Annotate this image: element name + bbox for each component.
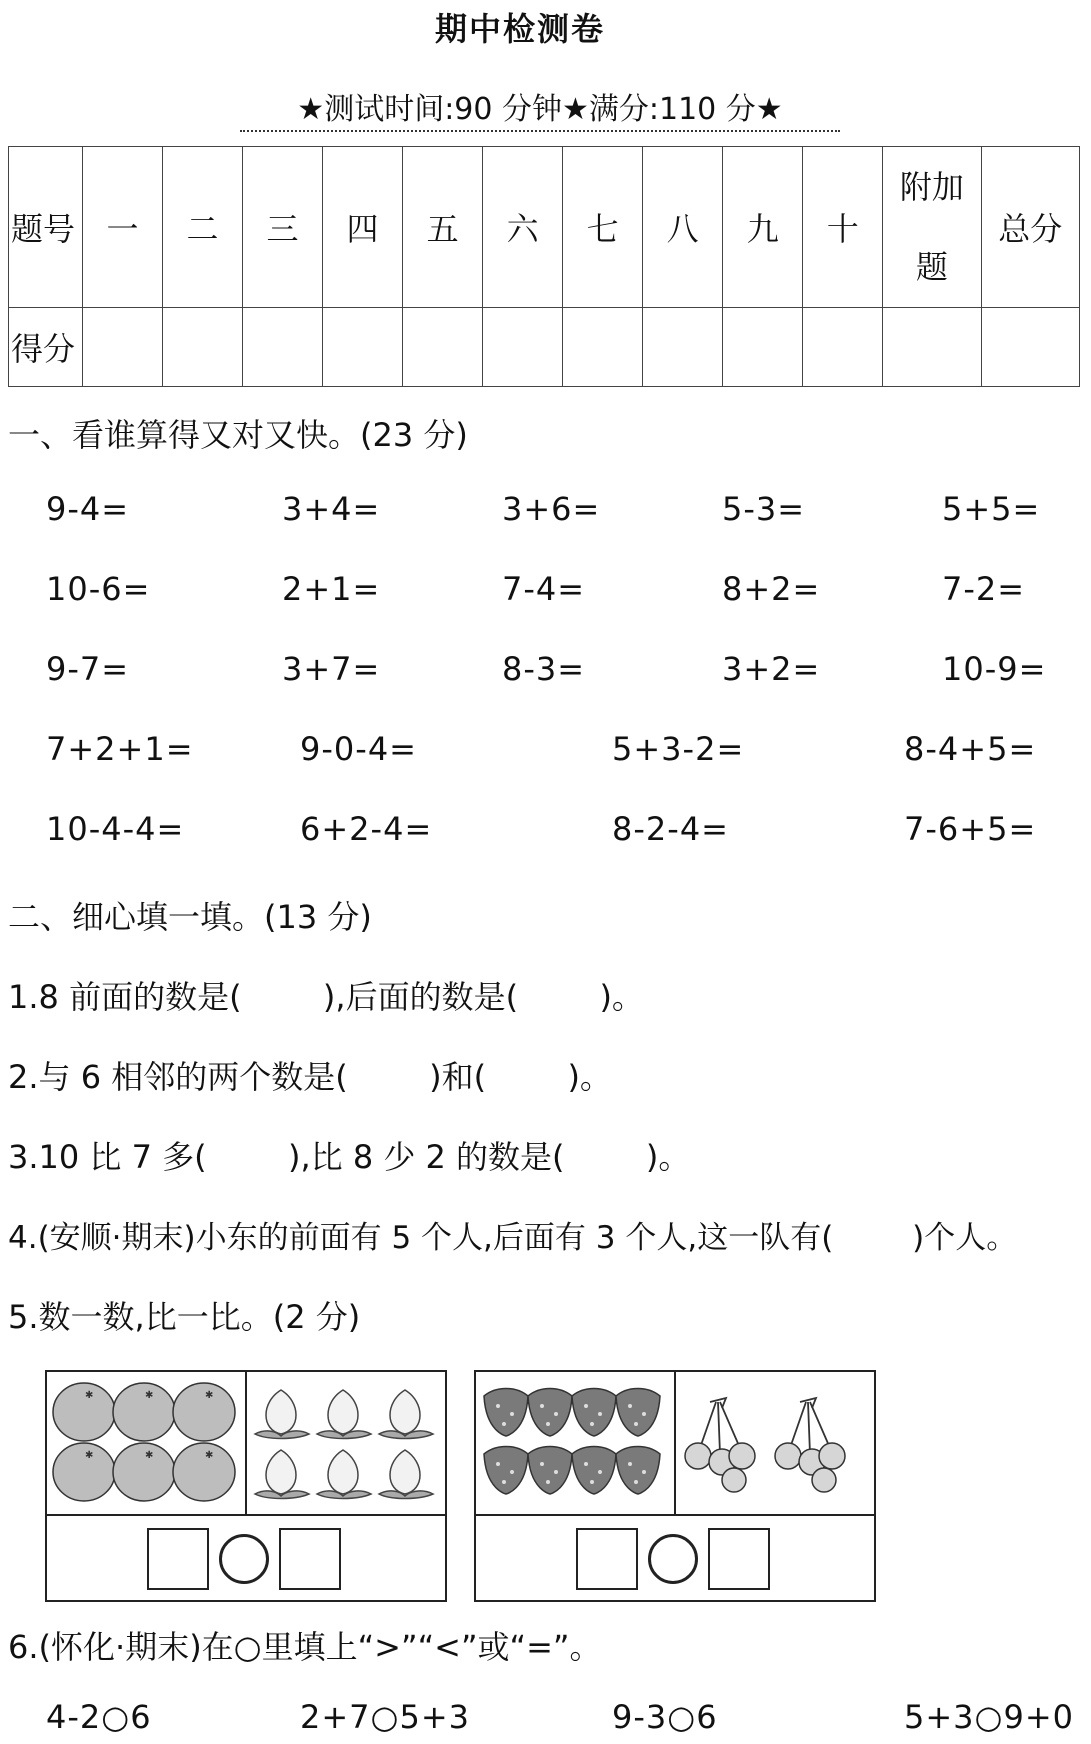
calc-item: 10-9= bbox=[942, 650, 1047, 688]
compare-circle[interactable] bbox=[648, 1534, 698, 1584]
calc-item: 3+6= bbox=[502, 490, 601, 528]
calc-item: 8-3= bbox=[502, 650, 586, 688]
question-4: 4.(安顺·期末)小东的前面有 5 个人,后面有 3 个人,这一队有( )个人。 bbox=[8, 1220, 1018, 1256]
row-label-score: 得分 bbox=[9, 308, 83, 387]
calc-item: 10-4-4= bbox=[46, 810, 185, 848]
answer-area bbox=[476, 1516, 874, 1602]
score-cell[interactable] bbox=[82, 308, 162, 387]
calc-row bbox=[0, 810, 1091, 854]
column-7: 七 bbox=[563, 147, 643, 308]
calc-item: 9-4= bbox=[46, 490, 130, 528]
calc-item: 5+3-2= bbox=[612, 730, 745, 768]
calc-item: 9-0-4= bbox=[300, 730, 417, 768]
strawberries-panel bbox=[476, 1372, 676, 1516]
compare-item: 5+3○9+0 bbox=[904, 1698, 1074, 1736]
column-10: 十 bbox=[803, 147, 883, 308]
score-table bbox=[8, 146, 1080, 387]
page-title: 期中检测卷 bbox=[434, 10, 605, 48]
calc-item: 7-4= bbox=[502, 570, 586, 608]
compare-item: 9-3○6 bbox=[612, 1698, 718, 1736]
score-cell[interactable] bbox=[883, 308, 981, 387]
column-6: 六 bbox=[483, 147, 563, 308]
score-table-score-row bbox=[9, 308, 1080, 387]
calc-item: 8-2-4= bbox=[612, 810, 729, 848]
calc-item: 7-6+5= bbox=[904, 810, 1037, 848]
calc-item: 5+5= bbox=[942, 490, 1041, 528]
question-3: 3.10 比 7 多( ),比 8 少 2 的数是( )。 bbox=[8, 1138, 691, 1176]
calc-item: 9-7= bbox=[46, 650, 130, 688]
column-9: 九 bbox=[723, 147, 803, 308]
calc-item: 3+4= bbox=[282, 490, 381, 528]
column-bonus bbox=[883, 147, 981, 308]
score-cell[interactable] bbox=[643, 308, 723, 387]
section-2-title: 二、细心填一填。(13 分) bbox=[8, 898, 372, 936]
row-label-question-number: 题号 bbox=[9, 147, 83, 308]
compare-row bbox=[0, 1698, 1091, 1742]
answer-box[interactable] bbox=[279, 1528, 341, 1590]
score-cell[interactable] bbox=[403, 308, 483, 387]
svg-text:✱: ✱ bbox=[205, 1390, 214, 1401]
peaches-panel bbox=[247, 1372, 445, 1516]
score-cell[interactable] bbox=[323, 308, 403, 387]
answer-area bbox=[47, 1516, 445, 1602]
compare-box-1 bbox=[45, 1370, 447, 1602]
score-cell[interactable] bbox=[162, 308, 242, 387]
compare-circle[interactable] bbox=[219, 1534, 269, 1584]
tomato-icon bbox=[47, 1372, 243, 1512]
answer-box[interactable] bbox=[147, 1528, 209, 1590]
bonus-label-top: 附加 bbox=[899, 168, 964, 206]
calc-item: 8+2= bbox=[722, 570, 821, 608]
svg-text:✱: ✱ bbox=[145, 1450, 154, 1461]
cherry-icon bbox=[676, 1372, 872, 1512]
peach-icon bbox=[247, 1372, 443, 1512]
calc-row bbox=[0, 490, 1091, 534]
tomatoes-panel bbox=[47, 1372, 247, 1516]
svg-text:✱: ✱ bbox=[85, 1450, 94, 1461]
svg-text:✱: ✱ bbox=[145, 1390, 154, 1401]
svg-text:✱: ✱ bbox=[205, 1450, 214, 1461]
calc-item: 6+2-4= bbox=[300, 810, 433, 848]
column-5: 五 bbox=[403, 147, 483, 308]
compare-box-2 bbox=[474, 1370, 876, 1602]
score-cell[interactable] bbox=[723, 308, 803, 387]
calc-item: 3+2= bbox=[722, 650, 821, 688]
answer-box[interactable] bbox=[576, 1528, 638, 1590]
svg-text:✱: ✱ bbox=[85, 1390, 94, 1401]
calc-item: 7-2= bbox=[942, 570, 1026, 608]
calc-item: 10-6= bbox=[46, 570, 151, 608]
compare-item: 2+7○5+3 bbox=[300, 1698, 470, 1736]
question-6: 6.(怀化·期末)在○里填上“>”“<”或“=”。 bbox=[8, 1628, 602, 1666]
exam-info: ★测试时间:90 分钟★满分:110 分★ bbox=[240, 84, 840, 132]
calc-item: 8-4+5= bbox=[904, 730, 1037, 768]
column-total: 总分 bbox=[981, 147, 1079, 308]
calc-item: 3+7= bbox=[282, 650, 381, 688]
calc-row bbox=[0, 650, 1091, 694]
score-cell[interactable] bbox=[243, 308, 323, 387]
bonus-label-bottom: 题 bbox=[915, 248, 948, 286]
section-1-title: 一、看谁算得又对又快。(23 分) bbox=[8, 416, 468, 454]
score-cell[interactable] bbox=[483, 308, 563, 387]
column-8: 八 bbox=[643, 147, 723, 308]
calc-row bbox=[0, 570, 1091, 614]
calc-item: 7+2+1= bbox=[46, 730, 194, 768]
calc-item: 2+1= bbox=[282, 570, 381, 608]
question-5: 5.数一数,比一比。(2 分) bbox=[8, 1298, 361, 1336]
compare-item: 4-2○6 bbox=[46, 1698, 152, 1736]
question-1: 1.8 前面的数是( ),后面的数是( )。 bbox=[8, 978, 644, 1016]
column-3: 三 bbox=[243, 147, 323, 308]
score-cell[interactable] bbox=[563, 308, 643, 387]
column-2: 二 bbox=[162, 147, 242, 308]
question-2: 2.与 6 相邻的两个数是( )和( )。 bbox=[8, 1058, 612, 1096]
score-table-header-row bbox=[9, 147, 1080, 308]
cherries-panel bbox=[676, 1372, 874, 1516]
answer-box[interactable] bbox=[708, 1528, 770, 1590]
calc-item: 5-3= bbox=[722, 490, 806, 528]
strawberry-icon bbox=[476, 1372, 672, 1512]
column-1: 一 bbox=[82, 147, 162, 308]
score-cell[interactable] bbox=[981, 308, 1079, 387]
score-cell[interactable] bbox=[803, 308, 883, 387]
calc-row bbox=[0, 730, 1091, 774]
column-4: 四 bbox=[323, 147, 403, 308]
